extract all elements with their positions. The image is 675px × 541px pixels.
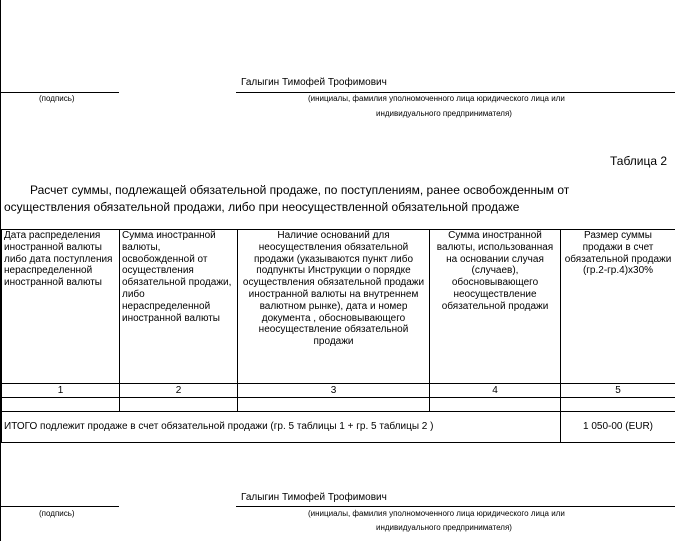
sign-caption-bottom: (подпись) [39, 509, 75, 518]
column-header-grounds: Наличие оснований для неосуществления обязательной продажи (указываются пункт либо подпункты Инструкции о порядке осуществления обязательной продажи иностранной валюты на внутреннем валютном рынке), дата и номер документа , обосновывающего неосуществление обязательной продажи [238, 230, 430, 384]
signature-line-bottom [0, 506, 119, 507]
official-caption-bottom-2: индивидуального предпринимателя) [376, 523, 512, 532]
column-number: 1 [2, 384, 120, 398]
signature-line-top [0, 92, 119, 93]
table-cell[interactable] [430, 398, 561, 412]
column-number: 5 [561, 384, 675, 398]
total-value[interactable]: 1 050-00 (EUR) [561, 412, 675, 443]
table-row [2, 398, 675, 412]
total-label: ИТОГО подлежит продаже в счет обязательной продажи (гр. 5 таблицы 1 + гр. 5 таблицы 2 ) [2, 412, 561, 443]
column-header-used-amount: Сумма иностранной валюты, использованная на основании случая (случаев), обосновывающего неосуществление обязательной продажи [430, 230, 561, 384]
official-caption-top-1: (инициалы, фамилия уполномоченного лица юридического лица или [308, 94, 565, 103]
column-number: 3 [238, 384, 430, 398]
official-line-top [236, 92, 675, 93]
table-cell[interactable] [561, 398, 675, 412]
column-number: 4 [430, 384, 561, 398]
column-header-exempt-amount: Сумма иностранной валюты, освобожденной от осуществления обязательной продажи, либо нераспределенной иностранной валюты [120, 230, 238, 384]
signatory-name-bottom: Галыгин Тимофей Трофимович [241, 492, 387, 503]
table-heading-line2: осуществления обязательной продажи, либо при неосуществленной обязательной продаже [4, 200, 520, 214]
column-header-sale-amount: Размер суммы продажи в счет обязательной продажи (гр.2-гр.4)х30% [561, 230, 675, 384]
table-cell[interactable] [238, 398, 430, 412]
table-heading-line1: Расчет суммы, подлежащей обязательной продаже, по поступлениям, ранее освобожденным от [30, 183, 570, 197]
sign-caption-top: (подпись) [39, 94, 75, 103]
official-line-bottom [236, 506, 675, 507]
column-number: 2 [120, 384, 238, 398]
header-row [2, 230, 675, 384]
table-cell[interactable] [2, 398, 120, 412]
total-row [2, 412, 675, 443]
official-caption-top-2: индивидуального предпринимателя) [376, 109, 512, 118]
official-caption-bottom-1: (инициалы, фамилия уполномоченного лица юридического лица или [308, 509, 565, 518]
column-header-date: Дата распределения иностранной валюты либо дата поступления нераспределенной иностранной валюты [2, 230, 120, 384]
table-number: Таблица 2 [610, 154, 668, 168]
signatory-name-top: Галыгин Тимофей Трофимович [241, 77, 387, 88]
sales-calculation-table [1, 229, 675, 443]
column-number-row [2, 384, 675, 398]
table-cell[interactable] [120, 398, 238, 412]
